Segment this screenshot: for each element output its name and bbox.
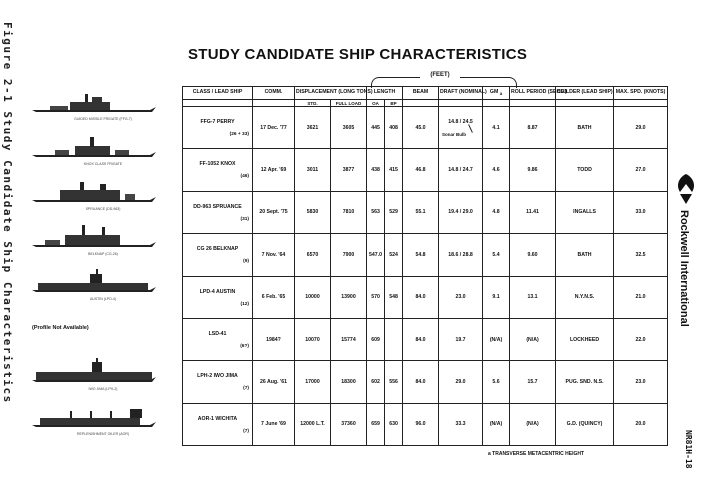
ship-caption: AUSTIN (LPD-4) [89, 297, 117, 301]
ship-name: FFG-7 PERRY [200, 119, 235, 125]
builder: INGALLS [556, 191, 614, 233]
comm-date: 20 Sept. '75 [253, 191, 295, 233]
gm-label: GM [489, 88, 499, 95]
length-bp: 548 [385, 276, 403, 318]
gm: (N/A) [483, 403, 510, 445]
max-speed: 20.0 [614, 403, 668, 445]
gm: 4.8 [483, 191, 510, 233]
length-oa: 570 [367, 276, 385, 318]
builder: TODD [556, 149, 614, 191]
comm-date: 26 Aug. '61 [253, 361, 295, 403]
gm: (N/A) [483, 318, 510, 360]
ship-silhouette-icon [30, 358, 160, 388]
ship-profile-ffg7 [18, 86, 178, 128]
length-bp: 415 [385, 149, 403, 191]
gm: 4.1 [483, 107, 510, 149]
full-displacement: 7900 [331, 234, 367, 276]
std-displacement: 5830 [295, 191, 331, 233]
col-subheader-oa: OA [367, 100, 385, 107]
feet-label: (FEET) [420, 72, 460, 78]
gm: 9.1 [483, 276, 510, 318]
beam: 96.0 [403, 403, 439, 445]
full-displacement: 18300 [331, 361, 367, 403]
ship-silhouette-icon [30, 403, 160, 433]
sonar-pointer [468, 124, 473, 133]
ship-silhouette-icon [30, 223, 160, 253]
ship-count: (31) [240, 216, 249, 222]
full-displacement: 7810 [331, 191, 367, 233]
table-row [183, 107, 668, 149]
brand-name: Rockwell International [678, 210, 690, 327]
length-oa: 609 [367, 318, 385, 360]
draft: 18.6 / 28.8 [439, 234, 483, 276]
ship-name: LPD-4 AUSTIN [199, 288, 236, 295]
comm-date: 17 Dec. '77 [253, 107, 295, 149]
roll-period: 11.41 [510, 191, 556, 233]
std-displacement: 6570 [295, 234, 331, 276]
roll-period: 13.1 [510, 276, 556, 318]
builder: N.Y.N.S. [556, 276, 614, 318]
ship-profile-lsd41 [18, 311, 178, 353]
roll-period: 15.7 [510, 361, 556, 403]
length-bp: 524 [385, 234, 403, 276]
length-oa: 547.0 [367, 234, 385, 276]
ship-name: FF-1052 KNOX [199, 161, 236, 168]
length-bp: 630 [385, 403, 403, 445]
max-speed: 22.0 [614, 318, 668, 360]
col-subheader-full: FULL LOAD [331, 100, 367, 107]
table-row [183, 234, 668, 276]
full-displacement: 13900 [331, 276, 367, 318]
ship-silhouette-icon [30, 133, 160, 163]
length-oa: 563 [367, 191, 385, 233]
rockwell-logo-icon [674, 172, 698, 206]
profile-not-available: (Profile Not Available) [32, 325, 89, 331]
length-oa: 602 [367, 361, 385, 403]
figure-label: Figure 2-1 Study Candidate Ship Characteristics [1, 22, 14, 404]
length-bp: 529 [385, 191, 403, 233]
max-speed: 23.0 [614, 361, 668, 403]
full-displacement: 37360 [331, 403, 367, 445]
ship-count: (46) [240, 174, 249, 180]
builder: G.D. (QUINCY) [556, 403, 614, 445]
max-speed: 27.0 [614, 149, 668, 191]
col-subheader-bp: BP [385, 100, 403, 107]
draft: 14.8 / 24.5 [448, 119, 473, 125]
col-header-class: CLASS / LEAD SHIP [183, 87, 253, 100]
ship-count: (7) [243, 428, 249, 434]
ship-count: (26 + 33) [229, 132, 249, 137]
beam: 84.0 [403, 361, 439, 403]
comm-date: 7 Nov. '64 [253, 234, 295, 276]
col-header-displacement: DISPLACEMENT (LONG TONS) [295, 87, 367, 100]
beam: 55.1 [403, 191, 439, 233]
sonar-note: Sonar Bulb [442, 132, 467, 137]
gm: 5.4 [483, 234, 510, 276]
rockwell-brand [672, 172, 700, 352]
header-row [183, 87, 668, 100]
length-bp: 556 [385, 361, 403, 403]
ship-characteristics-table [182, 86, 668, 446]
full-displacement: 3877 [331, 149, 367, 191]
ship-name: LPH-2 IWO JIMA [197, 373, 238, 380]
ship-name: CG 26 BELKNAP [196, 246, 239, 253]
roll-period: (N/A) [510, 318, 556, 360]
std-displacement: 12000 L.T. [295, 403, 331, 445]
full-displacement: 3605 [331, 107, 367, 149]
builder: BATH [556, 234, 614, 276]
length-oa: 438 [367, 149, 385, 191]
length-oa: 659 [367, 403, 385, 445]
draft: 19.4 / 29.0 [439, 191, 483, 233]
comm-date: 6 Feb. '65 [253, 276, 295, 318]
col-header-beam: BEAM [403, 87, 439, 100]
max-speed: 33.0 [614, 191, 668, 233]
ship-count: (6?) [240, 343, 249, 349]
ship-profile-austin [18, 266, 178, 308]
full-displacement: 15774 [331, 318, 367, 360]
subheader-row [183, 100, 668, 107]
ship-caption: BELKNAP (CG-26) [88, 252, 118, 256]
comm-date: 7 June '69 [253, 403, 295, 445]
beam: 54.8 [403, 234, 439, 276]
ship-name: LSD-41 [208, 330, 227, 337]
roll-period: (N/A) [510, 403, 556, 445]
roll-period: 8.87 [510, 107, 556, 149]
std-displacement: 10070 [295, 318, 331, 360]
ship-name: AOR-1 WICHITA [197, 415, 238, 422]
builder: BATH [556, 107, 614, 149]
beam: 46.8 [403, 149, 439, 191]
builder: LOCKHEED [556, 318, 614, 360]
gm-subscript: a [499, 90, 503, 96]
col-header-length: LENGTH [367, 87, 403, 100]
ship-profile-belknap [18, 221, 178, 263]
col-header-comm: COMM. [253, 87, 295, 100]
ship-caption: IWO JIMA (LPH-2) [88, 387, 118, 391]
table-row [183, 149, 668, 191]
ship-profile-iwo-jima [18, 356, 178, 398]
roll-period: 9.86 [510, 149, 556, 191]
gm: 5.6 [483, 361, 510, 403]
footnote: a TRANSVERSE METACENTRIC HEIGHT [488, 451, 585, 457]
max-speed: 32.5 [614, 234, 668, 276]
ship-silhouette-icon [30, 268, 160, 298]
builder: PUG. SND. N.S. [556, 361, 614, 403]
ship-profile-spruance [18, 176, 178, 218]
page-title: STUDY CANDIDATE SHIP CHARACTERISTICS [188, 46, 528, 63]
roll-period: 9.60 [510, 234, 556, 276]
std-displacement: 3011 [295, 149, 331, 191]
max-speed: 29.0 [614, 107, 668, 149]
ship-caption: KNOX CLASS FRIGATE [83, 162, 123, 166]
ship-caption: REPLENISHMENT OILER (AOR) [76, 432, 130, 436]
table-row [183, 361, 668, 403]
draft: 14.8 / 24.7 [439, 149, 483, 191]
length-oa: 445 [367, 107, 385, 149]
beam: 84.0 [403, 318, 439, 360]
max-speed: 21.0 [614, 276, 668, 318]
std-displacement: 17000 [295, 361, 331, 403]
ship-silhouette-icon [30, 178, 160, 208]
std-displacement: 3621 [295, 107, 331, 149]
ship-count: (7) [243, 386, 249, 392]
table-row [183, 276, 668, 318]
col-header-draft: DRAFT (NOMINAL) [439, 87, 483, 100]
ship-name: DD-963 SPRUANCE [193, 203, 242, 210]
ship-silhouette-icon [30, 88, 160, 118]
ship-count: (9) [243, 259, 249, 265]
length-bp [385, 318, 403, 360]
comm-date: 12 Apr. '69 [253, 149, 295, 191]
draft: 19.7 [439, 318, 483, 360]
col-header-builder: BUILDER (LEAD SHIP) [556, 87, 614, 100]
beam: 84.0 [403, 276, 439, 318]
draft: 23.0 [439, 276, 483, 318]
ship-caption: SPRUANCE (DD-963) [85, 207, 121, 211]
table-row [183, 191, 668, 233]
std-displacement: 10000 [295, 276, 331, 318]
ship-profile-wichita [18, 401, 178, 443]
beam: 45.0 [403, 107, 439, 149]
ship-profiles [18, 86, 178, 446]
length-bp: 408 [385, 107, 403, 149]
col-header-roll: ROLL PERIOD (SECS.) [510, 87, 556, 100]
ship-caption: GUIDED MISSILE FRIGATE (FFG-7) [74, 117, 132, 121]
draft: 29.0 [439, 361, 483, 403]
table-row [183, 403, 668, 445]
gm: 4.6 [483, 149, 510, 191]
col-subheader-std: STD. [295, 100, 331, 107]
col-header-speed: MAX. SPD. (KNOTS) [614, 87, 668, 100]
ship-profile-knox [18, 131, 178, 173]
ship-count: (12) [240, 301, 249, 307]
document-id: NR81H-18 [684, 430, 693, 469]
table-row [183, 318, 668, 360]
comm-date: 1984? [253, 318, 295, 360]
draft: 33.3 [439, 403, 483, 445]
